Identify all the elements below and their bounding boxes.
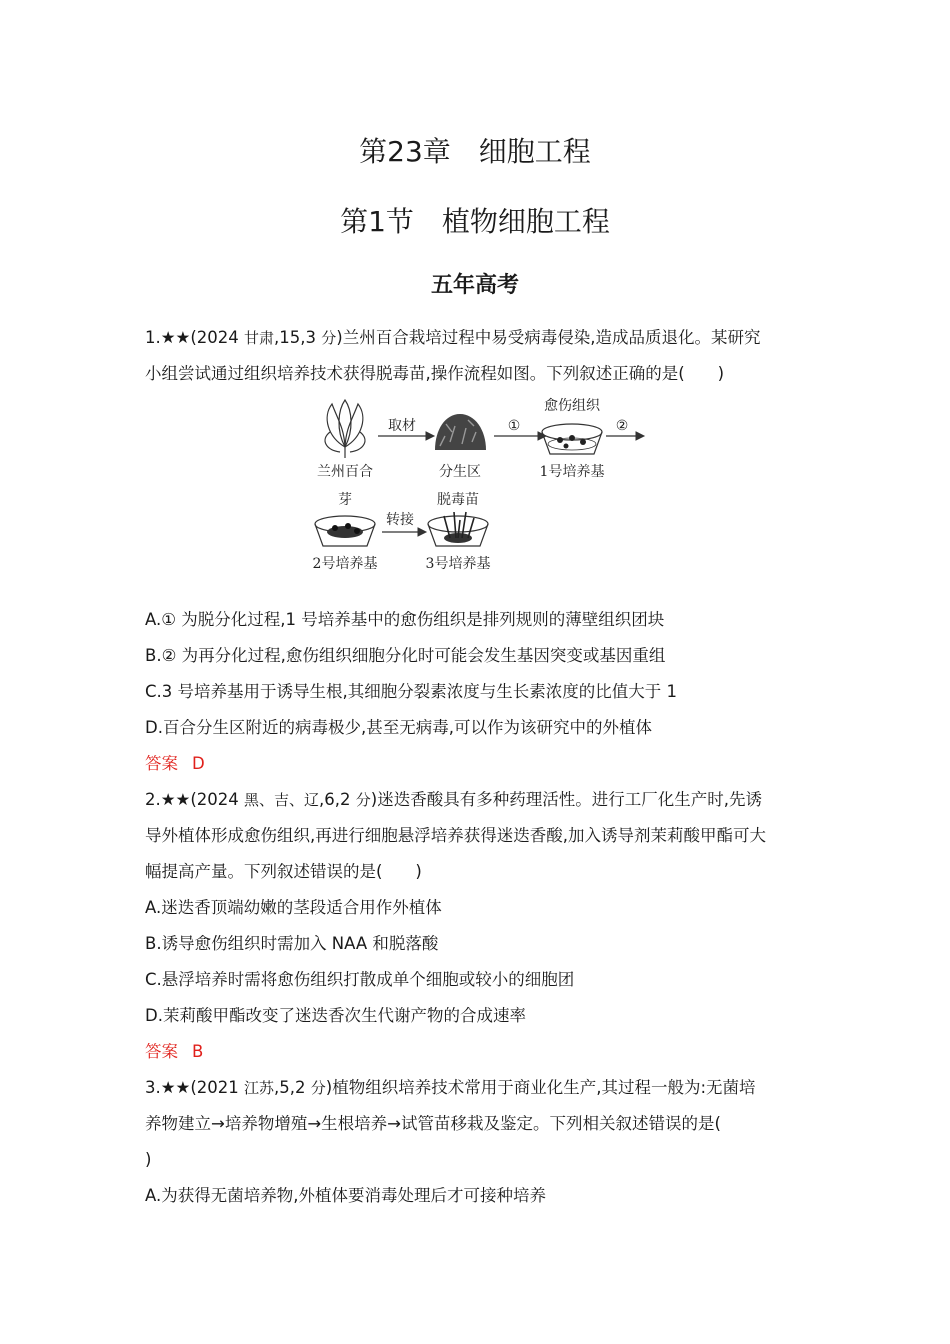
culture-dish-1-icon [542,424,602,454]
q2-option-a: A.迷迭香顶端幼嫩的茎段适合用作外植体 [145,898,442,917]
q3-source: 江苏 [244,1079,275,1097]
q3-option-a: A.为获得无菌培养物,外植体要消毒处理后才可接种培养 [145,1186,546,1205]
q1-option-d: D.百合分生区附近的病毒极少,甚至无病毒,可以作为该研究中的外植体 [145,718,652,737]
q1-source: 甘肃 [244,329,275,347]
q1-option-a: A.① 为脱分化过程,1 号培养基中的愈伤组织是排列规则的薄壁组织团块 [145,610,665,629]
q1-option-c: C.3 号培养基用于诱导生根,其细胞分裂素浓度与生长素浓度的比值大于 1 [145,682,677,701]
meristem-icon [435,414,486,450]
q2-answer: 答案 B [145,1042,204,1061]
label-transfer: 转接 [386,512,414,528]
section-title: 第1节 植物细胞工程 [340,205,610,238]
arrow-icon [382,528,426,536]
label-plant: 兰州百合 [317,464,373,480]
label-bud: 芽 [338,492,352,508]
q2-stem-line2: 导外植体形成愈伤组织,再进行细胞悬浮培养获得迷迭香酸,加入诱导剂茉莉酸甲酯可大 [145,826,766,845]
label-medium1: 1号培养基 [539,464,605,480]
q1-answer: 答案 D [145,754,205,773]
q3-stem-line3: ) [145,1150,152,1169]
q1-flow-diagram [300,392,660,577]
q1-stem-line2: 小组尝试通过组织培养技术获得脱毒苗,操作流程如图。下列叙述正确的是( ) [145,364,725,383]
label-step2: ② [615,418,629,434]
q2-stem-line1: 2.★★(2024 黑、吉、辽,6,2 分)迷迭香酸具有多种药理活性。进行工厂化生产时,先诱 [145,790,762,809]
label-medium2: 2号培养基 [312,556,378,572]
q2-option-c: C.悬浮培养时需将愈伤组织打散成单个细胞或较小的细胞团 [145,970,575,989]
label-callus: 愈伤组织 [544,398,600,414]
q3-stem-line1: 3.★★(2021 江苏,5,2 分)植物组织培养技术常用于商业化生产,其过程一般为:无菌培 [145,1078,756,1097]
label-arrow1: 取材 [388,418,416,434]
chapter-title: 第23章 细胞工程 [359,135,591,168]
q3-stem-line2: 养物建立→培养物增殖→生根培养→试管苗移栽及鉴定。下列相关叙述错误的是( [145,1114,721,1133]
q2-option-d: D.茉莉酸甲酯改变了迷迭香次生代谢产物的合成速率 [145,1006,526,1025]
q2-source: 黑、吉、辽 [244,791,320,809]
label-step1: ① [507,418,521,434]
label-medium3: 3号培养基 [425,556,491,572]
lily-plant-icon [325,400,365,458]
q1-stem-line1: 1.★★(2024 甘肃,15,3 分)兰州百合栽培过程中易受病毒侵染,造成品质退化。某研究 [145,328,761,347]
label-meristem: 分生区 [439,464,481,480]
label-seedling: 脱毒苗 [437,492,479,508]
q2-stem-line3: 幅提高产量。下列叙述错误的是( ) [145,862,422,881]
q2-option-b: B.诱导愈伤组织时需加入 NAA 和脱落酸 [145,934,439,953]
q1-option-b: B.② 为再分化过程,愈伤组织细胞分化时可能会发生基因突变或基因重组 [145,646,666,665]
subsection-title: 五年高考 [430,273,519,298]
culture-dish-2-icon [315,516,375,546]
culture-dish-3-icon [428,512,488,546]
